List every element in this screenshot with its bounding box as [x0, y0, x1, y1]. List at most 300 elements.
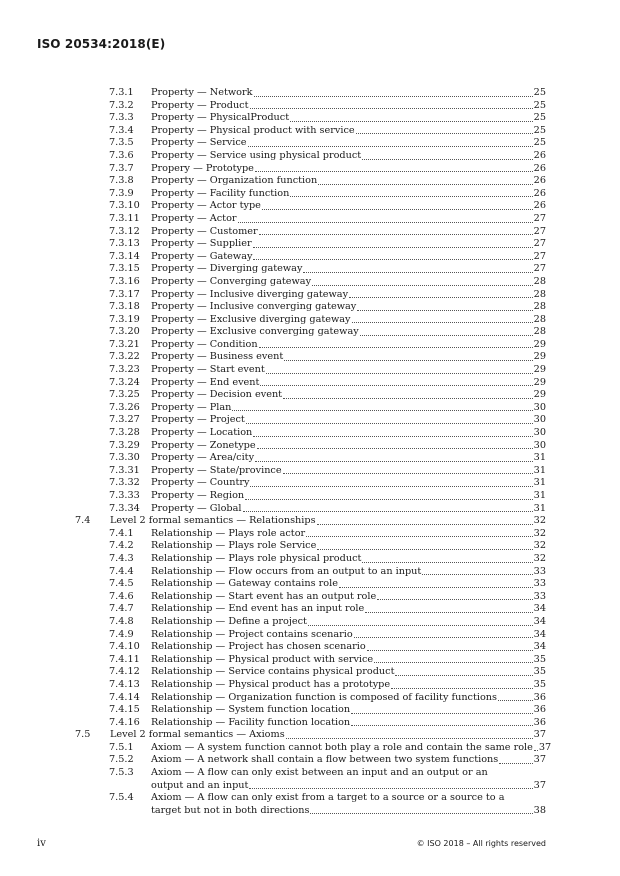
toc-entry-page: 36 — [533, 691, 546, 703]
toc-entry[interactable] — [0, 692, 620, 705]
toc-entry-title — [151, 238, 546, 251]
toc-entry-title-text: Relationship — Organization function is composed of facility functions — [151, 691, 498, 703]
toc-entry[interactable] — [0, 175, 620, 188]
toc-entry-title-text: Property — Region — [151, 490, 245, 501]
toc-entry-page: 26 — [533, 175, 546, 187]
toc-entry-title-line1: Axiom — A flow can only exist from a target to a source or a source to a — [151, 792, 505, 804]
toc-entry-title — [110, 729, 546, 742]
toc-entry-page: 29 — [533, 376, 546, 388]
toc-entry[interactable] — [0, 704, 620, 717]
dot-leader — [232, 410, 532, 411]
toc-entry[interactable] — [0, 100, 620, 113]
toc-entry-title-text: Level 2 formal semantics — Relationships — [110, 515, 316, 527]
toc-entry-title — [151, 427, 546, 440]
toc-entry-number: 7.3.34 — [109, 502, 140, 514]
toc-entry-number: 7.3.2 — [109, 99, 134, 111]
dot-leader — [349, 297, 533, 298]
toc-entry-page: 26 — [533, 200, 546, 212]
dot-leader — [360, 335, 533, 336]
dot-leader — [255, 171, 533, 172]
toc-entry-page: 25 — [533, 87, 546, 98]
toc-entry-number: 7.3.4 — [109, 124, 134, 136]
toc-entry-number: 7.4.12 — [109, 666, 140, 678]
toc-entry[interactable] — [0, 326, 620, 339]
toc-entry-number: 7.3.13 — [109, 238, 140, 250]
dot-leader — [249, 788, 532, 789]
toc-entry-title-text: Property — Decision event — [151, 389, 283, 401]
toc-entry-title-text: Relationship — Plays role Service — [151, 540, 317, 552]
toc-entry[interactable] — [0, 339, 620, 352]
toc-entry-title-text: Property — PhysicalProduct — [151, 112, 290, 124]
toc-entry-page: 32 — [533, 540, 546, 552]
dot-leader — [339, 587, 533, 588]
toc-entry-number: 7.3.28 — [109, 427, 140, 439]
dot-leader — [259, 347, 533, 348]
toc-entry-page: 26 — [533, 162, 546, 174]
toc-entry-title-text: Relationship — Plays role actor — [151, 527, 306, 539]
toc-entry[interactable] — [0, 87, 620, 100]
toc-entry-number: 7.3.16 — [109, 275, 140, 287]
toc-entry-number: 7.3.30 — [109, 452, 140, 464]
toc-entry-page: 34 — [533, 615, 546, 627]
toc-entry[interactable] — [0, 112, 620, 125]
dot-leader — [283, 398, 533, 399]
toc-entry-title — [151, 566, 546, 579]
toc-entry-title — [151, 741, 552, 755]
toc-entry-page: 31 — [533, 502, 546, 514]
dot-leader — [248, 146, 533, 147]
toc-entry-page: 28 — [533, 275, 546, 287]
toc-entry-title — [151, 87, 546, 100]
dot-leader — [352, 322, 533, 323]
toc-entry-title-text: Property — Supplier — [151, 238, 252, 250]
toc-entry-title — [151, 200, 546, 213]
toc-entry-page: 27 — [533, 238, 546, 250]
toc-entry-title — [110, 515, 546, 528]
dot-leader — [499, 763, 532, 764]
toc-entry-title — [151, 314, 546, 327]
toc-entry-title-line1: Axiom — A flow can only exist between an input and an output or an — [151, 767, 488, 779]
toc-entry-page: 31 — [533, 490, 546, 501]
toc-entry-title — [151, 754, 546, 767]
toc-entry-page: 35 — [533, 653, 546, 665]
toc-entry-title-text: Property — Exclusive converging gateway — [151, 326, 359, 338]
dot-leader — [362, 562, 532, 563]
toc-entry-title-text: Property — End event — [151, 376, 260, 388]
toc-entry[interactable] — [0, 238, 620, 251]
toc-entry[interactable] — [0, 654, 620, 667]
toc-entry[interactable] — [0, 263, 620, 276]
toc-entry-title — [151, 402, 546, 415]
dot-leader — [351, 713, 533, 714]
toc-entry[interactable] — [0, 276, 620, 289]
toc-entry-title-text: Property — Business event — [151, 351, 284, 363]
toc-entry-title-text: Axiom — A system function cannot both play a role and contain the same role — [151, 741, 533, 753]
toc-entry-title-text: Property — Location — [151, 427, 253, 439]
toc-entry-title-text: Property — Zonetype — [151, 439, 256, 451]
dot-leader — [395, 675, 532, 676]
dot-leader — [246, 423, 533, 424]
toc-entry-number: 7.3.6 — [109, 149, 134, 161]
toc-entry[interactable] — [0, 540, 620, 553]
toc-entry-page: 32 — [533, 527, 546, 539]
dot-leader — [498, 700, 533, 701]
toc-entry-page: 25 — [533, 112, 546, 124]
toc-entry[interactable] — [0, 452, 620, 465]
toc-entry-number: 7.4.5 — [109, 578, 134, 590]
toc-entry-title-line2: target but not in both directions — [151, 804, 310, 816]
page-number-roman: iv — [37, 838, 46, 849]
dot-leader — [243, 511, 533, 512]
dot-leader — [286, 738, 533, 739]
dot-leader — [303, 272, 532, 273]
toc-entry-title — [151, 263, 546, 276]
toc-entry[interactable] — [0, 477, 620, 490]
toc-entry[interactable] — [0, 351, 620, 364]
dot-leader — [266, 373, 533, 374]
dot-leader — [317, 524, 533, 525]
toc-entry-page: 27 — [533, 225, 546, 237]
toc-entry-page: 26 — [533, 187, 546, 199]
toc-entry-page: 25 — [533, 99, 546, 111]
toc-entry-title-text: Relationship — Define a project — [151, 615, 307, 627]
toc-entry-number: 7.3.21 — [109, 338, 140, 350]
toc-entry-number: 7.3.1 — [109, 87, 134, 98]
toc-entry[interactable] — [0, 402, 620, 415]
toc-entry-title-text: Property — Area/city — [151, 452, 255, 464]
toc-entry-title-text: Propery — Prototype — [151, 162, 254, 174]
copyright-notice: © ISO 2018 – All rights reserved — [416, 839, 546, 848]
dot-leader — [253, 259, 532, 260]
dot-leader — [257, 448, 533, 449]
toc-entry-title-text: Relationship — Service contains physical product — [151, 666, 395, 678]
toc-entry[interactable] — [0, 578, 620, 591]
document-id-header: ISO 20534:2018(E) — [37, 37, 166, 51]
toc-entry-page: 34 — [533, 628, 546, 640]
toc-entry[interactable] — [0, 414, 620, 427]
toc-entry-title — [151, 326, 546, 339]
toc-entry-number: 7.4.9 — [109, 628, 134, 640]
toc-entry-page: 36 — [533, 704, 546, 716]
toc-entry[interactable] — [0, 666, 620, 679]
dot-leader — [255, 461, 533, 462]
toc-entry-number: 7.3.32 — [109, 477, 140, 489]
dot-leader — [422, 574, 532, 575]
toc-entry-number: 7.3.29 — [109, 439, 140, 451]
toc-entry-page: 27 — [533, 212, 546, 224]
toc-entry-page: 33 — [533, 565, 546, 577]
toc-entry-title-text: Relationship — Physical product with service — [151, 653, 374, 665]
dot-leader — [306, 536, 533, 537]
toc-entry-number: 7.5.4 — [109, 792, 134, 804]
toc-entry[interactable] — [0, 377, 620, 390]
toc-entry-page: 25 — [533, 124, 546, 136]
toc-entry-title-text: Relationship — Physical product has a prototype — [151, 678, 391, 690]
toc-entry-number: 7.4.11 — [109, 653, 140, 665]
toc-entry[interactable] — [0, 137, 620, 150]
toc-entry-title — [151, 175, 546, 188]
toc-entry[interactable] — [0, 717, 620, 730]
dot-leader — [238, 222, 533, 223]
toc-entry[interactable] — [0, 301, 620, 314]
toc-entry-title — [151, 150, 546, 163]
dot-leader — [534, 750, 538, 751]
toc-entry[interactable] — [0, 754, 620, 767]
toc-entry-number: 7.5.3 — [109, 767, 134, 779]
toc-entry-number: 7.5.1 — [109, 741, 134, 753]
toc-entry-title-text: Relationship — Project has chosen scenario — [151, 641, 366, 653]
toc-entry-number: 7.4.16 — [109, 716, 140, 728]
toc-entry-title-text: Property — Customer — [151, 225, 258, 237]
toc-entry-number: 7.3.31 — [109, 464, 140, 476]
toc-entry-title — [151, 666, 546, 679]
toc-entry-title-text: Property — Physical product with service — [151, 124, 355, 136]
toc-entry-number: 7.4.13 — [109, 678, 140, 690]
toc-entry[interactable] — [0, 503, 620, 516]
toc-entry[interactable] — [0, 603, 620, 616]
dot-leader — [317, 549, 532, 550]
toc-entry-title-text: Property — Converging gateway — [151, 275, 312, 287]
toc-entry-number: 7.4.10 — [109, 641, 140, 653]
toc-entry-page: 31 — [533, 452, 546, 464]
toc-entry-title-text: Property — Actor type — [151, 200, 261, 212]
toc-entry-page: 25 — [533, 137, 546, 149]
dot-leader — [284, 360, 532, 361]
toc-entry-page: 26 — [533, 149, 546, 161]
toc-entry-title — [151, 591, 546, 604]
toc-entry-title — [151, 477, 546, 490]
toc-entry-title — [151, 465, 546, 478]
dot-leader — [310, 813, 532, 814]
toc-entry-title-text: Property — Facility function — [151, 187, 290, 199]
toc-entry-number: 7.4.15 — [109, 704, 140, 716]
dot-leader — [253, 247, 533, 248]
toc-entry-title — [151, 440, 546, 453]
toc-entry[interactable] — [0, 289, 620, 302]
dot-leader — [356, 133, 533, 134]
toc-entry[interactable] — [0, 163, 620, 176]
toc-entry-number: 7.3.22 — [109, 351, 140, 363]
toc-entry[interactable] — [0, 389, 620, 402]
toc-entry-page: 28 — [533, 326, 546, 338]
toc-entry-number: 7.3.8 — [109, 175, 134, 187]
toc-entry-title — [151, 276, 546, 289]
toc-entry[interactable] — [0, 490, 620, 503]
toc-entry-number: 7.4.14 — [109, 691, 140, 703]
toc-entry-title — [151, 528, 546, 541]
toc-entry-page: 27 — [533, 250, 546, 262]
toc-entry-title — [151, 377, 546, 390]
toc-entry[interactable] — [0, 364, 620, 377]
toc-entry-title — [151, 414, 546, 427]
toc-entry-title — [151, 364, 546, 377]
toc-entry-number: 7.3.3 — [109, 112, 134, 124]
toc-entry-title-text: Property — Network — [151, 87, 253, 98]
toc-entry-number: 7.4 — [75, 515, 91, 527]
toc-entry-title — [151, 339, 546, 352]
toc-entry-title-text: Relationship — Project contains scenario — [151, 628, 353, 640]
dot-leader — [250, 486, 532, 487]
toc-entry-number: 7.3.25 — [109, 389, 140, 401]
toc-entry-title — [151, 112, 546, 125]
toc-entry[interactable] — [0, 427, 620, 440]
toc-entry-title — [151, 188, 546, 201]
toc-entry[interactable] — [0, 465, 620, 478]
toc-entry-title — [151, 654, 546, 667]
dot-leader — [262, 209, 533, 210]
toc-entry-page: 30 — [533, 414, 546, 426]
toc-entry-title — [151, 641, 546, 654]
toc-entry-title — [151, 301, 546, 314]
toc-entry-title-text: Property — Exclusive diverging gateway — [151, 313, 351, 325]
toc-entry[interactable] — [0, 792, 620, 817]
dot-leader — [391, 688, 533, 689]
toc-entry[interactable] — [0, 629, 620, 642]
toc-entry-page: 37 — [533, 779, 546, 791]
toc-entry-number: 7.3.26 — [109, 401, 140, 413]
toc-entry[interactable] — [0, 566, 620, 579]
toc-entry-title-text: Property — State/province — [151, 464, 282, 476]
toc-entry-title — [151, 452, 546, 465]
toc-entry-title-text: Property — Actor — [151, 212, 237, 224]
toc-entry-title — [151, 717, 546, 730]
toc-entry-number: 7.4.6 — [109, 590, 134, 602]
dot-leader — [354, 637, 533, 638]
toc-entry-title-text: Property — Service — [151, 137, 247, 149]
toc-entry-title — [151, 540, 546, 553]
toc-entry-title-text: Property — Service using physical product — [151, 149, 362, 161]
dot-leader — [312, 285, 533, 286]
toc-entry-title-line2: output and an input — [151, 779, 249, 791]
toc-entry[interactable] — [0, 150, 620, 163]
toc-entry-page: 30 — [533, 427, 546, 439]
toc-entry-title-text: Property — Plan — [151, 401, 232, 413]
toc-entry-number: 7.4.1 — [109, 527, 134, 539]
toc-entry-title-text: Relationship — Start event has an output role — [151, 590, 377, 602]
toc-entry-number: 7.4.8 — [109, 615, 134, 627]
toc-entry-title-text: Axiom — A network shall contain a flow between two system functions — [151, 754, 499, 766]
toc-entry-number: 7.3.23 — [109, 364, 140, 376]
toc-entry-page: 30 — [533, 401, 546, 413]
toc-entry-page: 32 — [533, 515, 546, 527]
toc-entry[interactable] — [0, 679, 620, 692]
toc-entry[interactable] — [0, 616, 620, 629]
toc-entry-page: 35 — [533, 678, 546, 690]
toc-entry-title — [151, 490, 546, 503]
toc-entry-title-text: Property — Start event — [151, 364, 265, 376]
toc-entry[interactable] — [0, 767, 620, 792]
toc-entry-title — [151, 351, 546, 364]
toc-entry-number: 7.3.18 — [109, 301, 140, 313]
toc-entry[interactable] — [0, 125, 620, 138]
dot-leader — [290, 196, 532, 197]
toc-entry-title-text: Property — Gateway — [151, 250, 253, 262]
toc-entry-number: 7.3.11 — [109, 212, 140, 224]
toc-entry-page: 28 — [533, 313, 546, 325]
toc-entry-number: 7.3.14 — [109, 250, 140, 262]
toc-entry-page: 34 — [533, 603, 546, 615]
dot-leader — [367, 650, 533, 651]
toc-entry[interactable] — [0, 729, 620, 742]
toc-entry[interactable] — [0, 213, 620, 226]
toc-entry-number: 7.3.24 — [109, 376, 140, 388]
toc-entry-number: 7.3.20 — [109, 326, 140, 338]
toc-entry[interactable] — [0, 641, 620, 654]
toc-entry-page: 34 — [533, 641, 546, 653]
dot-leader — [374, 662, 533, 663]
dot-leader — [260, 385, 532, 386]
toc-entry-title-text: Relationship — System function location — [151, 704, 351, 716]
toc-entry[interactable] — [0, 515, 620, 528]
toc-entry-number: 7.3.7 — [109, 162, 134, 174]
toc-entry-title-text: Level 2 formal semantics — Axioms — [110, 729, 285, 741]
toc-entry-title — [151, 553, 546, 566]
toc-entry-title-text: Relationship — Plays role physical product — [151, 552, 362, 564]
toc-entry[interactable] — [0, 742, 620, 755]
toc-entry-page: 28 — [533, 301, 546, 313]
toc-entry-number: 7.5 — [75, 729, 91, 741]
toc-entry-number: 7.3.33 — [109, 490, 140, 501]
toc-entry-title — [151, 692, 546, 705]
toc-entry-page: 36 — [533, 716, 546, 728]
toc-entry-number: 7.3.9 — [109, 187, 134, 199]
toc-entry-title-text: Property — Global — [151, 502, 242, 514]
toc-entry-number: 7.4.3 — [109, 552, 134, 564]
toc-entry-title — [151, 251, 546, 264]
toc-entry-title — [151, 792, 546, 817]
toc-entry[interactable] — [0, 251, 620, 264]
toc-entry[interactable] — [0, 553, 620, 566]
toc-entry-page: 30 — [533, 439, 546, 451]
dot-leader — [318, 184, 532, 185]
toc-entry[interactable] — [0, 591, 620, 604]
toc-entry[interactable] — [0, 200, 620, 213]
toc-entry[interactable] — [0, 314, 620, 327]
toc-entry-page: 29 — [533, 364, 546, 376]
toc-entry-number: 7.4.4 — [109, 565, 134, 577]
toc-entry-title — [151, 578, 546, 591]
toc-entry-page: 31 — [533, 464, 546, 476]
dot-leader — [283, 473, 533, 474]
toc-entry-page: 29 — [533, 389, 546, 401]
toc-entry-number: 7.3.27 — [109, 414, 140, 426]
toc-entry[interactable] — [0, 188, 620, 201]
toc-entry-title — [151, 629, 546, 642]
toc-entry-page: 37 — [533, 729, 546, 741]
toc-entry-title-text: Relationship — Flow occurs from an output to an input — [151, 565, 422, 577]
toc-entry-title — [151, 704, 546, 717]
toc-entry-number: 7.3.15 — [109, 263, 140, 275]
toc-entry[interactable] — [0, 226, 620, 239]
toc-entry[interactable] — [0, 528, 620, 541]
toc-entry-number: 7.3.10 — [109, 200, 140, 212]
dot-leader — [362, 159, 532, 160]
toc-entry-title-text: Property — Organization function — [151, 175, 318, 187]
toc-entry-title — [151, 603, 546, 616]
toc-entry-title-text: Property — Condition — [151, 338, 258, 350]
toc-entry-number: 7.5.2 — [109, 754, 134, 766]
dot-leader — [377, 599, 532, 600]
dot-leader — [254, 96, 533, 97]
toc-entry-page: 29 — [533, 338, 546, 350]
dot-leader — [253, 436, 532, 437]
table-of-contents — [0, 87, 620, 817]
toc-entry-title — [151, 289, 546, 302]
toc-entry-title-text: Property — Product — [151, 99, 249, 111]
toc-entry-number: 7.4.2 — [109, 540, 134, 552]
dot-leader — [351, 725, 533, 726]
toc-entry[interactable] — [0, 440, 620, 453]
